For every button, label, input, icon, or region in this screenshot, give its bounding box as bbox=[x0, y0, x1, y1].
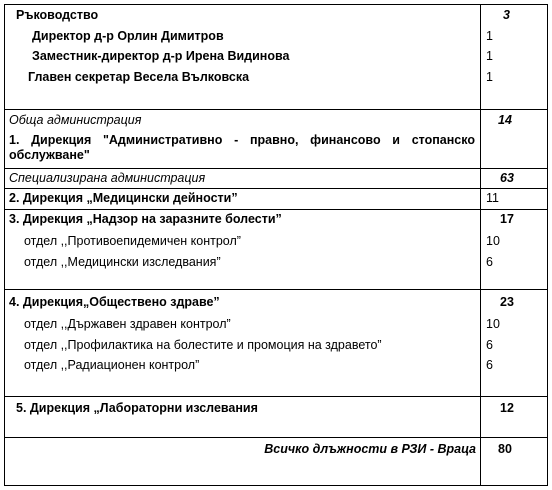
table-column-divider bbox=[480, 4, 481, 486]
total-positions-label: Всичко длъжности в РЗИ - Враца bbox=[264, 442, 476, 456]
row-divider bbox=[4, 109, 548, 110]
row-divider bbox=[4, 396, 548, 397]
leadership-deputy-director-count: 1 bbox=[486, 49, 493, 63]
department-medical-research: отдел ,,Медицински изследвания” bbox=[24, 255, 221, 269]
department-antiepidemic-control: отдел ,,Противоепидемичен контрол” bbox=[24, 234, 241, 248]
leadership-deputy-director: Заместник-директор д-р Ирена Видинова bbox=[32, 49, 290, 63]
directorate-laboratory: 5. Дирекция „Лабораторни изслевания bbox=[16, 401, 258, 415]
section-leadership-title: Ръководство bbox=[16, 8, 99, 22]
leadership-chief-secretary: Главен секретар Весела Вълковска bbox=[28, 70, 250, 84]
department-state-health-control-count: 10 bbox=[486, 317, 500, 331]
leadership-director: Директор д-р Орлин Димитров bbox=[32, 29, 224, 43]
directorate-public-health-count: 23 bbox=[500, 295, 514, 309]
section-specialized-admin-title: Специализирана администрация bbox=[9, 171, 206, 185]
row-divider bbox=[4, 188, 548, 189]
leadership-director-count: 1 bbox=[486, 29, 493, 43]
table-border-right bbox=[547, 4, 548, 486]
table-border-top bbox=[4, 4, 548, 5]
directorate-public-health: 4. Дирекция„Обществено здраве” bbox=[9, 295, 220, 309]
directorate-medical-activities: 2. Дирекция „Медицински дейности” bbox=[9, 191, 238, 205]
section-general-admin-count: 14 bbox=[498, 113, 512, 127]
department-antiepidemic-control-count: 10 bbox=[486, 234, 500, 248]
directorate-administrative-legal: 1. Дирекция "Административно - правно, финансово и стопанско обслужване" bbox=[9, 133, 475, 162]
department-radiation-control-count: 6 bbox=[486, 358, 493, 372]
row-divider bbox=[4, 437, 548, 438]
directorate-infectious-disease: 3. Дирекция „Надзор на заразните болести” bbox=[9, 212, 282, 226]
department-medical-research-count: 6 bbox=[486, 255, 493, 269]
department-disease-prevention: отдел ,,Профилактика на болестите и промоция на здравето” bbox=[24, 338, 382, 352]
section-leadership-count: 3 bbox=[503, 8, 510, 22]
directorate-infectious-disease-count: 17 bbox=[500, 212, 514, 226]
total-positions-count: 80 bbox=[498, 442, 512, 456]
section-specialized-admin-count: 63 bbox=[500, 171, 514, 185]
row-divider bbox=[4, 289, 548, 290]
directorate-medical-activities-count: 11 bbox=[486, 191, 499, 205]
department-disease-prevention-count: 6 bbox=[486, 338, 493, 352]
department-radiation-control: отдел ,,Радиационен контрол” bbox=[24, 358, 200, 372]
table-border-left bbox=[4, 4, 5, 486]
section-general-admin-title: Обща администрация bbox=[9, 113, 142, 127]
row-divider bbox=[4, 209, 548, 210]
leadership-chief-secretary-count: 1 bbox=[486, 70, 493, 84]
table-border-bottom bbox=[4, 485, 548, 486]
row-divider bbox=[4, 168, 548, 169]
directorate-laboratory-count: 12 bbox=[500, 401, 514, 415]
department-state-health-control: отдел ,,Държавен здравен контрол” bbox=[24, 317, 231, 331]
